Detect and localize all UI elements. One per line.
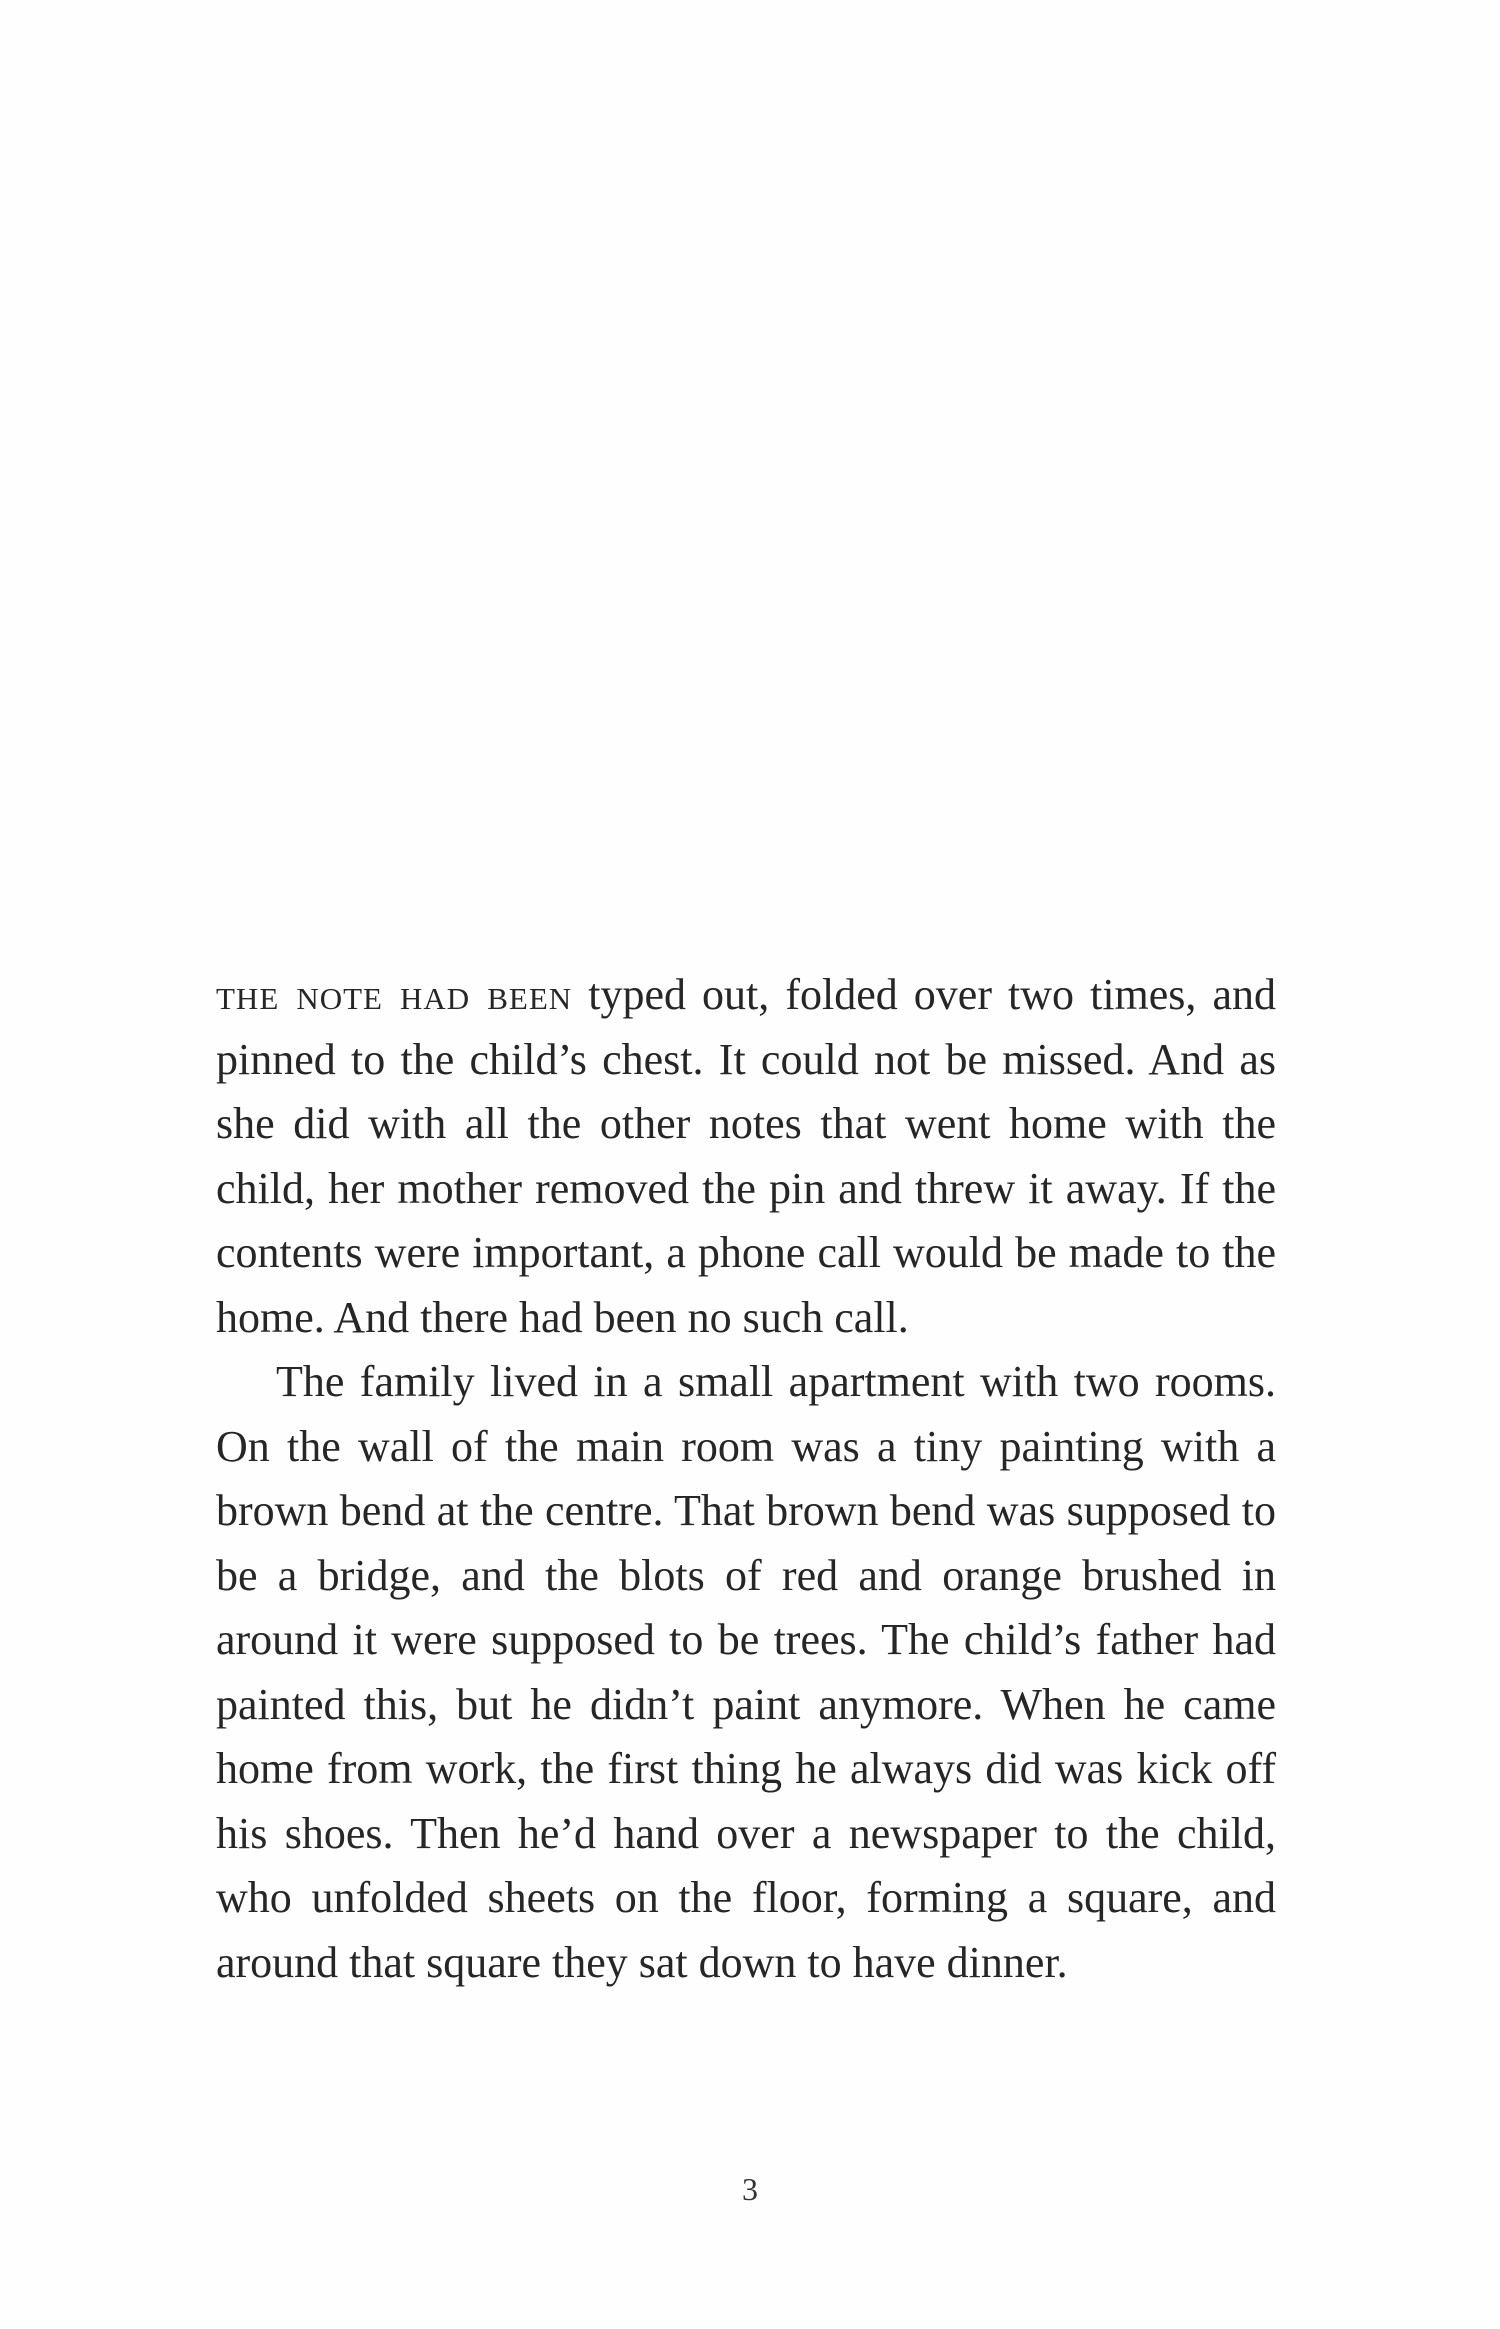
chapter-lead-in: the note had been — [216, 970, 573, 1019]
paragraph-1-text: typed out, folded over two times, and pinned to the child’s chest. It could not be missed. And as she did with all the other notes that went home with the child, her mother removed the pin and threw it away. If the contents were important, a phone call would be made to the home. And there had been no such call. — [216, 970, 1277, 1342]
paragraph-1 — [216, 963, 1276, 1350]
body-text — [216, 963, 1276, 1995]
paragraph-2: The family lived in a small apartment with two rooms. On the wall of the main room was a tiny painting with a brown bend at the centre. That brown bend was supposed to be a bridge, and the blots of red and orange brushed in around it were supposed to be trees. The child’s father had painted this, but he didn’t paint anymore. When he came home from work, the first thing he always did was kick off his shoes. Then he’d hand over a newspaper to the child, who unfolded sheets on the floor, forming a square, and around that square they sat down to have dinner. — [216, 1357, 1276, 1987]
page-number: 3 — [742, 2171, 758, 2207]
